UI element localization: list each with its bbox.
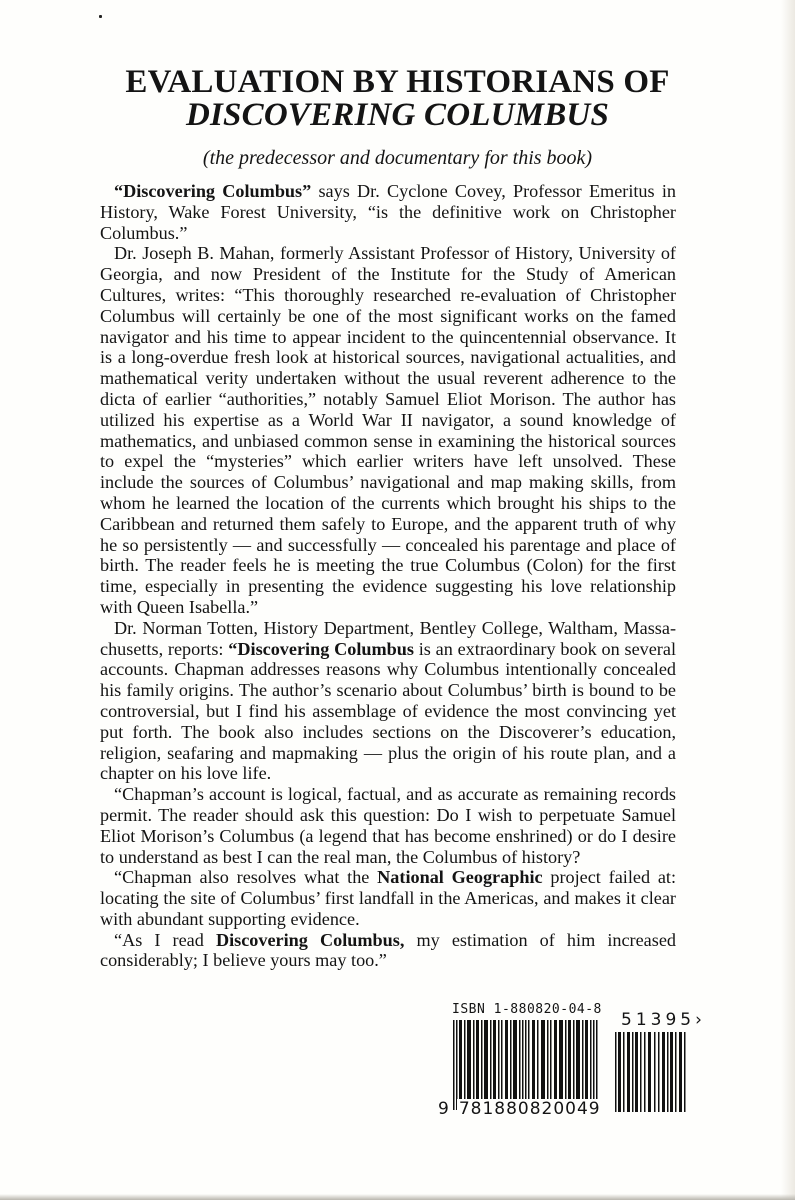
paragraph-text: “Chapman’s account is logical, factual, and as accurate as remaining records permit. The reader should ask this question: Do I wish to perpetuate Samuel Eliot Morison’s Columbus (a legend that has become enshrined) or do I desire to understand as best I can the real man, the Columbus of history? [100, 784, 676, 867]
paragraph-text: my estimation of him increased considerably; I believe yours may too.” [100, 929, 676, 971]
title-line-2-book-name: DISCOVERING COLUMBUS [185, 97, 610, 133]
review-paragraph-morison-question [100, 784, 676, 867]
page-subtitle: (the predecessor and documentary for this book) [202, 147, 593, 169]
ean-barcode-icon [453, 1020, 598, 1110]
title-line-1: EVALUATION BY HISTORIANS OF [125, 64, 670, 100]
page-edge-shadow [781, 0, 795, 1200]
paragraph-text: “Chapman also resolves what the [114, 867, 378, 888]
bold-book-title: “Discovering Columbus” [114, 181, 312, 201]
ean-first-digit: 9 [438, 1099, 449, 1119]
review-paragraph-totten [100, 618, 676, 784]
review-paragraph-mahan [100, 243, 676, 617]
bold-book-title: “Discovering Columbus [228, 638, 414, 659]
paragraph-text: Dr. Joseph B. Mahan, formerly Assistant Professor of History, University of Georgia, and now President of the Institute for the Study of American Cultures, writes: “This thoroughly researched re-evaluation of Christopher Columbus will certainly be one of the most significant works on the famed navigator and his time to appear incident to the quincentennial observance. It is a long-overdue fresh look at historical sources, navigational actualities, and mathematical verity undertaken without the usual reverent adherence to the dicta of earlier “authorities,” notably Samuel Eliot Morison. The author has utilized his expertise as a World War II navigator, a sound knowledge of mathematics, and unbiased common sense in examining the historical sources to expel the “mysteries” which earlier writers have left unsolved. These include the sources of Columbus’ navigational and map making skills, from whom he learned the location of the currents which brought his ships to the Caribbean and returned them safely to Europe, and the apparent truth of why he so persistently — and successfully — concealed his parentage and place of birth. The reader feels he is meeting the true Columbus (Colon) for the first time, especially in presenting the evidence suggesting his love relationship with Queen Isabella.” [100, 243, 676, 617]
addon-arrow: › [695, 1010, 706, 1030]
review-paragraph-national-geographic [100, 867, 676, 929]
paragraph-text: project failed at: locating the site of Columbus’ first landfall in the Americas, and makes it clear with abundant supporting evidence. [100, 867, 677, 929]
page-bottom-edge [0, 1194, 795, 1200]
paragraph-text: is an extraordinary book on several accounts. Chapman addresses reasons why Columbus intentionally concealed his family origins. The author’s scenario about Columbus’ birth is bound to be controversial, but I find his assemblage of evidence the most convincing yet put forth. The book also includes sections on the Discoverer’s education, religion, seafaring and mapmaking — plus the origin of his route plan, and a chapter on his love life. [100, 638, 676, 784]
page-title [0, 66, 795, 132]
addon-number: 51395 [621, 1010, 696, 1030]
paragraph-text: Dr. Norman Totten, History Department, Bentley College, Waltham, Massachusetts, reports: [100, 617, 676, 659]
isbn-label: ISBN 1-880820-04-8 [452, 1002, 602, 1017]
review-paragraph-closing [100, 930, 676, 972]
ink-speck [99, 15, 102, 18]
paragraph-text: “As I read [114, 929, 216, 950]
review-paragraph-covey [100, 181, 676, 243]
price-addon-digits [621, 1011, 706, 1029]
addon-barcode-icon [615, 1032, 687, 1112]
reviews-body [100, 181, 676, 971]
paragraph-text: says Dr. Cyclone Covey, Professor Emeritus in History, Wake Forest University, “is the definitive work on Christopher Columbus.” [100, 181, 676, 243]
ean-number: 781880820049 [458, 1099, 601, 1119]
bold-national-geographic: National Geographic [377, 867, 543, 888]
bold-book-title: Discovering Columbus, [215, 929, 405, 950]
ean-digits [438, 1100, 603, 1118]
